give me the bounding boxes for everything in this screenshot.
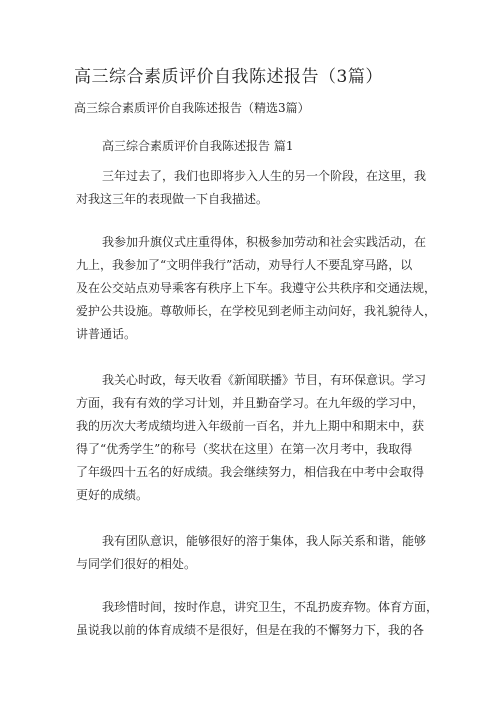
document-subtitle: 高三综合素质评价自我陈述报告（精选3篇）: [74, 101, 310, 115]
paragraph-1: [76, 165, 436, 211]
paragraph-line: 我有团队意识，能够很好的溶于集体，我人际关系和谐，能够: [102, 534, 427, 548]
section-heading: 高三综合素质评价自我陈述报告 篇1: [102, 139, 294, 153]
paragraph-line: 了年级四十五名的好成绩。我会继续努力，相信我在中考中会取得: [76, 465, 425, 479]
paragraph-line: 九上，我参加了“文明伴我行”活动，劝导行人不要乱穿马路，以: [76, 258, 413, 272]
paragraph-line: 得了“优秀学生”的称号（奖状在这里）在第一次月考中，我取得: [76, 442, 413, 456]
paragraph-line: 讲普通话。: [76, 327, 137, 341]
paragraph-5: [76, 596, 439, 642]
paragraph-3: [76, 369, 436, 507]
paragraph-4: [76, 530, 436, 576]
paragraph-line: 及在公交站点劝导乘客有秩序上下车。我遵守公共秩序和交通法规，: [76, 281, 437, 295]
paragraph-line: 对我这三年的表现做一下自我描述。: [76, 192, 269, 206]
paragraph-line: 方面，我有有效的学习计划，并且勤奋学习。在九年级的学习中，: [76, 396, 425, 410]
paragraph-line: 爱护公共设施。尊敬师长，在学校见到老师主动问好，我礼貌待人，: [76, 304, 437, 318]
paragraph-line: 我关心时政，每天收看《新闻联播》节目，有环保意识。学习: [102, 373, 427, 387]
paragraph-line: 更好的成绩。: [76, 488, 149, 502]
paragraph-line: 我的历次大考成绩均进入年级前一百名，并九上期中和期末中，获: [76, 419, 425, 433]
paragraph-line: 虽说我以前的体育成绩不是很好，但是在我的不懈努力下，我的各: [76, 623, 425, 637]
paragraph-line: 我珍惜时间，按时作息，讲究卫生，不乱扔废弃物。体育方面，: [102, 600, 439, 614]
paragraph-2: [76, 231, 436, 346]
paragraph-line: 我参加升旗仪式庄重得体，积极参加劳动和社会实践活动，在: [102, 235, 427, 249]
paragraph-line: 三年过去了，我们也即将步入人生的另一个阶段，在这里，我: [102, 169, 427, 183]
document-title: 高三综合素质评价自我陈述报告（3篇）: [74, 67, 383, 87]
paragraph-line: 与同学们很好的相处。: [76, 557, 197, 571]
